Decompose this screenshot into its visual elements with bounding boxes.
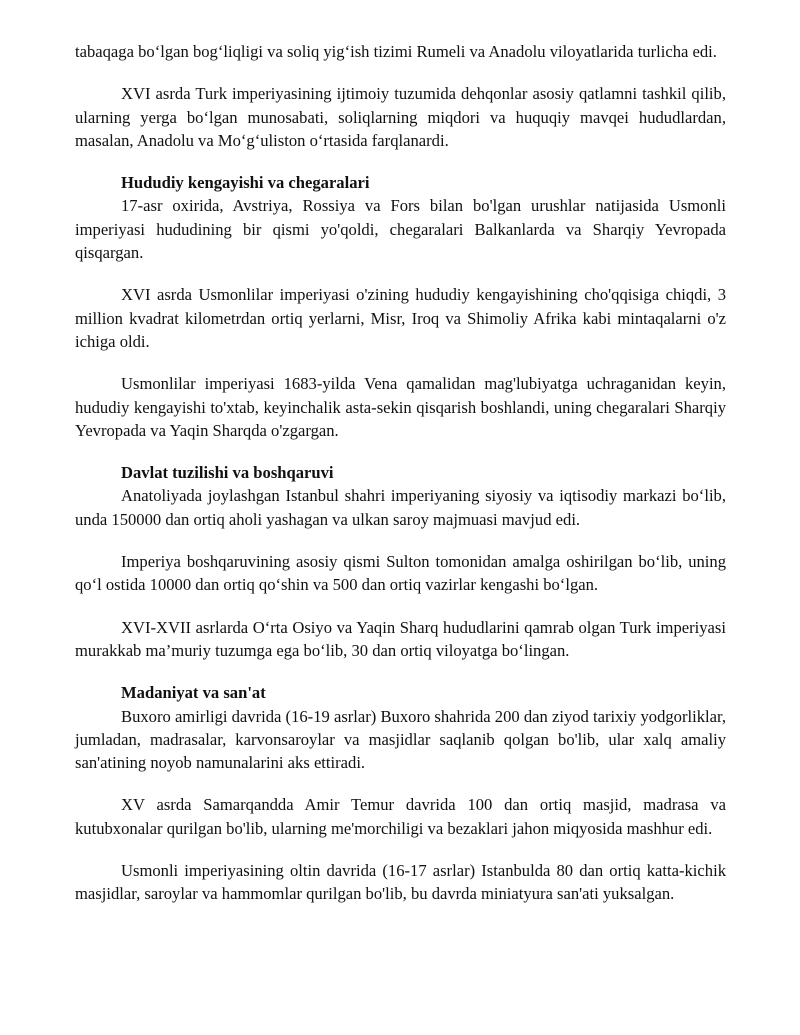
- paragraph-peasants: XVI asrda Turk imperiyasining ijtimoiy tuzumida dehqonlar asosiy qatlamni tashkil qilib, ularning yerga bo‘lgan munosabati, soliqlarning miqdori va huquqiy mavqei hududlardan, masalan, Anadolu va Mo‘g‘uliston o‘rtasida farqlanardi.: [75, 84, 726, 150]
- section-government: [75, 461, 726, 531]
- section-territory: [75, 171, 726, 264]
- paragraph: XVI asrda Usmonlilar imperiyasi o'zining hududiy kengayishining cho'qqisiga chiqdi, 3 million kvadrat kilometrdan ortiq yerlarni, Misr, Iroq va Shimoliy Afrika kabi mintaqalarni o'z ichiga oldi.: [75, 285, 726, 351]
- paragraph: 17-asr oxirida, Avstriya, Rossiya va Fors bilan bo'lgan urushlar natijasida Usmonli imperiyasi hududining bir qismi yo'qoldi, chegaralari Balkanlarda va Sharqiy Yevropada qisqargan.: [75, 196, 726, 263]
- paragraph: Imperiya boshqaruvining asosiy qismi Sulton tomonidan amalga oshirilgan bo‘lib, uning qo‘l ostida 10000 dan ortiq qo‘shin va 500 dan ortiq vazirlar kengashi bo‘lgan.: [75, 552, 726, 595]
- paragraph-continued: tabaqaga bo‘lgan bog‘liqligi va soliq yig‘ish tizimi Rumeli va Anadolu viloyatlarida turlicha edi.: [75, 42, 717, 61]
- document-page: [75, 40, 726, 925]
- section-culture: [75, 681, 726, 774]
- section-heading: Davlat tuzilishi va boshqaruvi: [121, 463, 334, 483]
- section-heading: Hududiy kengayishi va chegaralari: [121, 173, 370, 193]
- paragraph: Anatoliyada joylashgan Istanbul shahri imperiyaning siyosiy va iqtisodiy markazi bo‘lib, unda 150000 dan ortiq aholi yashagan va ulkan saroy majmuasi mavjud edi.: [75, 486, 726, 529]
- paragraph: Usmonlilar imperiyasi 1683-yilda Vena qamalidan mag'lubiyatga uchraganidan keyin, hududiy kengayishi to'xtab, keyinchalik asta-sekin qisqarish boshlandi, uning chegaralari Sharqiy Yevropada va Yaqin Sharqda o'zgargan.: [75, 374, 726, 440]
- paragraph: Buxoro amirligi davrida (16-19 asrlar) Buxoro shahrida 200 dan ziyod tarixiy yodgorliklar, jumladan, madrasalar, karvonsaroylar va masjidlar saqlanib qolgan bo'lib, ular xalq amaliy san'atining noyob namunalarini aks ettiradi.: [75, 706, 726, 773]
- paragraph: XVI-XVII asrlarda O‘rta Osiyo va Yaqin Sharq hududlarini qamrab olgan Turk imperiyasi murakkab ma’muriy tuzumga ega bo‘lib, 30 dan ortiq viloyatga bo‘lingan.: [75, 617, 726, 660]
- section-heading: Madaniyat va san'at: [121, 683, 266, 703]
- paragraph: XV asrda Samarqandda Amir Temur davrida 100 dan ortiq masjid, madrasa va kutubxonalar qurilgan bo'lib, ularning me'morchiligi va bezaklari jahon miqyosida mashhur edi.: [75, 795, 726, 838]
- paragraph: Usmonli imperiyasining oltin davrida (16-17 asrlar) Istanbulda 80 dan ortiq katta-kichik masjidlar, saroylar va hammomlar qurilgan bo'lib, bu davrda miniatyura san'ati yuksalgan.: [75, 861, 726, 904]
